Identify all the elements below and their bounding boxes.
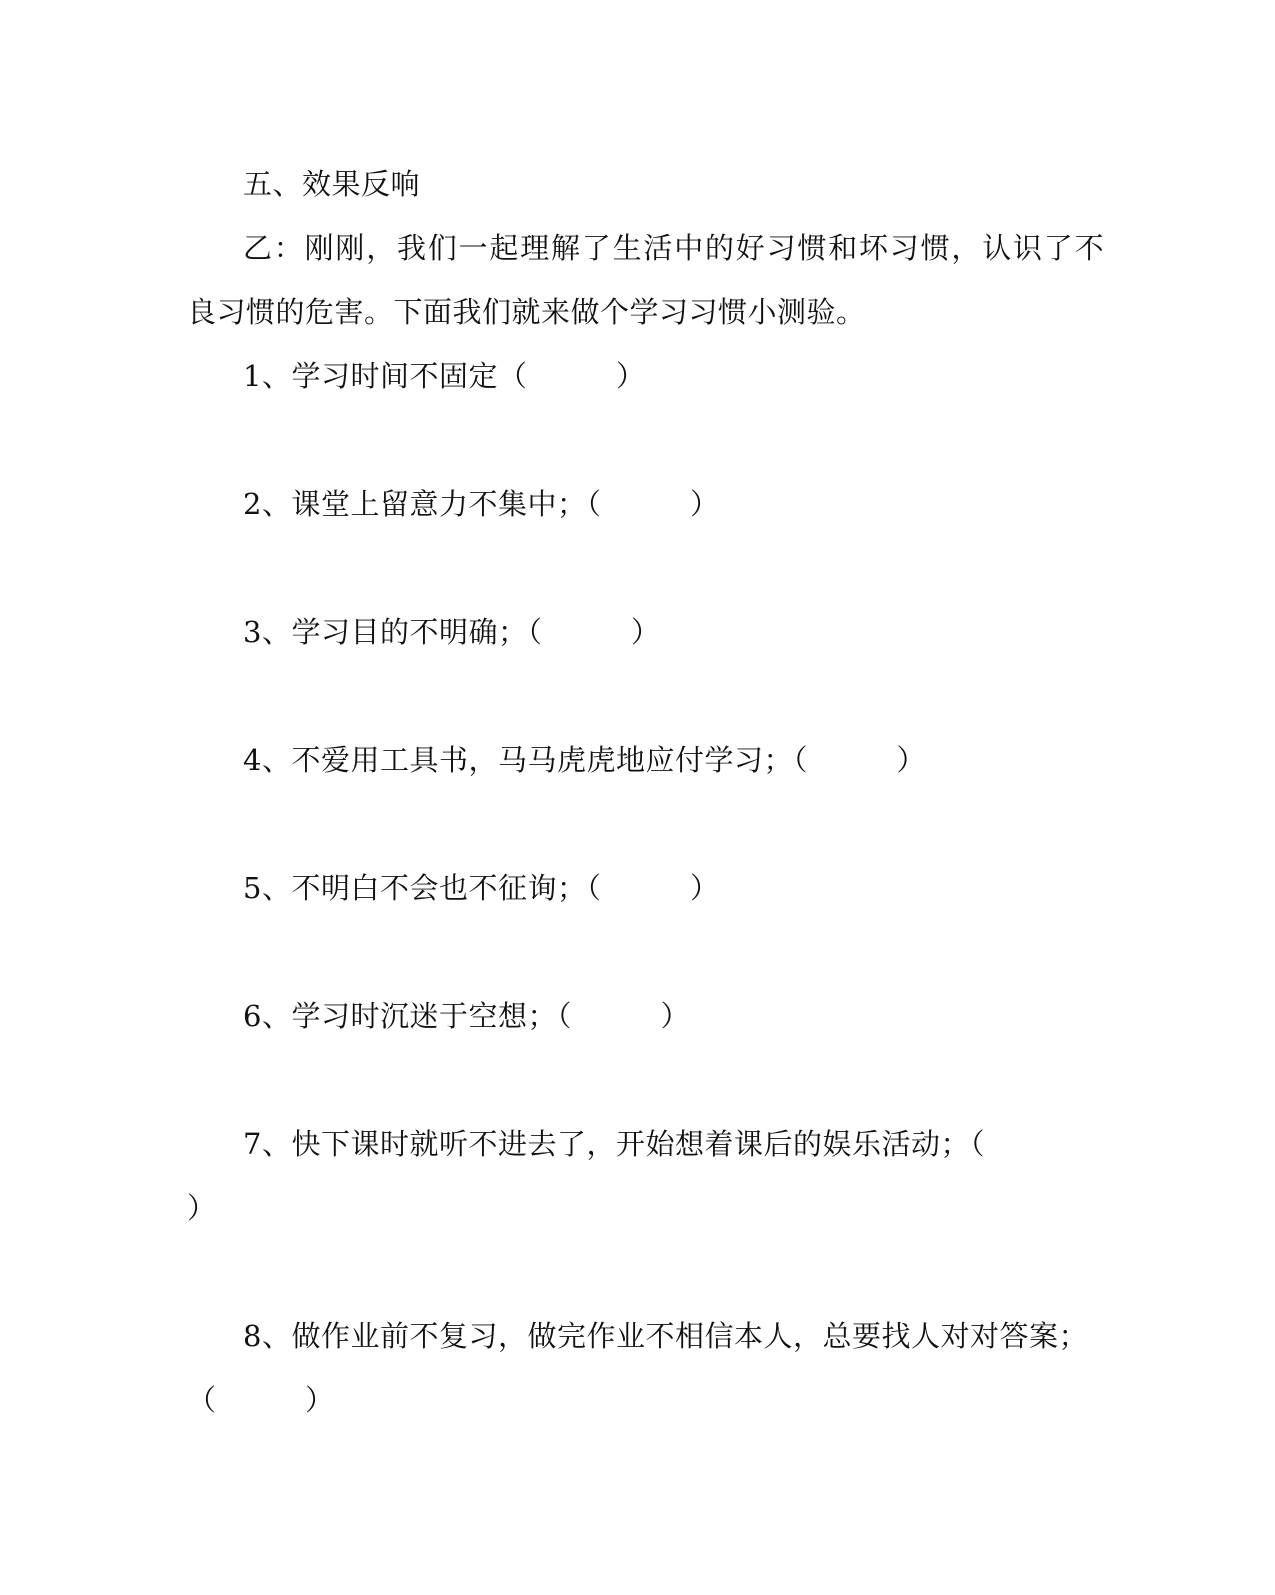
quiz-item-1: 1、学习时间不固定（ ） xyxy=(243,359,646,393)
intro-line-1: 乙：刚刚，我们一起理解了生活中的好习惯和坏习惯，认识了不 xyxy=(243,231,1106,265)
quiz-item-4: 4、不爱用工具书，马马虎虎地应付学习；（ ） xyxy=(243,743,926,777)
quiz-item-3: 3、学习目的不明确；（ ） xyxy=(243,615,661,649)
quiz-item-8: 8、做作业前不复习，做完作业不相信本人，总要找人对对答案； xyxy=(243,1319,1088,1353)
intro-line-2: 良习惯的危害。下面我们就来做个学习习惯小测验。 xyxy=(187,295,866,329)
quiz-item-2: 2、课堂上留意力不集中；（ ） xyxy=(243,487,720,521)
quiz-item-5: 5、不明白不会也不征询；（ ） xyxy=(243,871,720,905)
section-heading: 五、效果反响 xyxy=(243,167,421,201)
quiz-item-6: 6、学习时沉迷于空想；（ ） xyxy=(243,999,690,1033)
quiz-item-7-continuation: ） xyxy=(187,1191,217,1225)
quiz-item-8-continuation: （ ） xyxy=(187,1383,335,1417)
quiz-item-7: 7、快下课时就听不进去了，开始想着课后的娱乐活动；（ xyxy=(243,1127,985,1161)
